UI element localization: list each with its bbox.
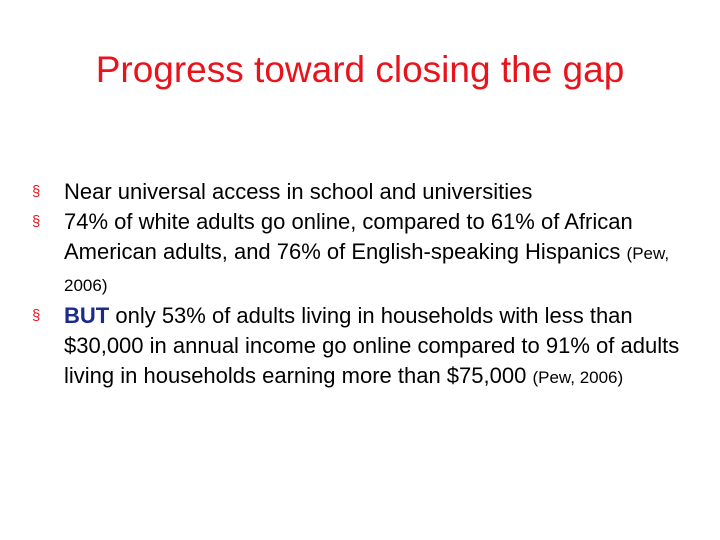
bullet-text: only 53% of adults living in households with less than $30,000 in annual income go online compared to 91% of adults living in households earning more than $75,000 — [64, 303, 680, 388]
citation: (Pew, 2006) — [532, 368, 624, 387]
bullet-marker-icon: § — [32, 183, 41, 200]
bullet-item — [30, 177, 690, 207]
citation: (Pew, 2006) — [64, 244, 670, 295]
slide-title: Progress toward closing the gap — [95, 49, 625, 90]
bullet-list — [30, 177, 690, 393]
bullet-item — [30, 301, 690, 393]
bullet-text: Near universal access in school and universities — [64, 179, 533, 204]
bullet-item — [30, 207, 690, 301]
emphasis-text: BUT — [64, 303, 110, 328]
bullet-text: 74% of white adults go online, compared to 61% of African American adults, and 76% of English-speaking Hispanics — [64, 209, 633, 264]
bullet-marker-icon: § — [32, 213, 41, 230]
bullet-marker-icon: § — [32, 307, 41, 324]
